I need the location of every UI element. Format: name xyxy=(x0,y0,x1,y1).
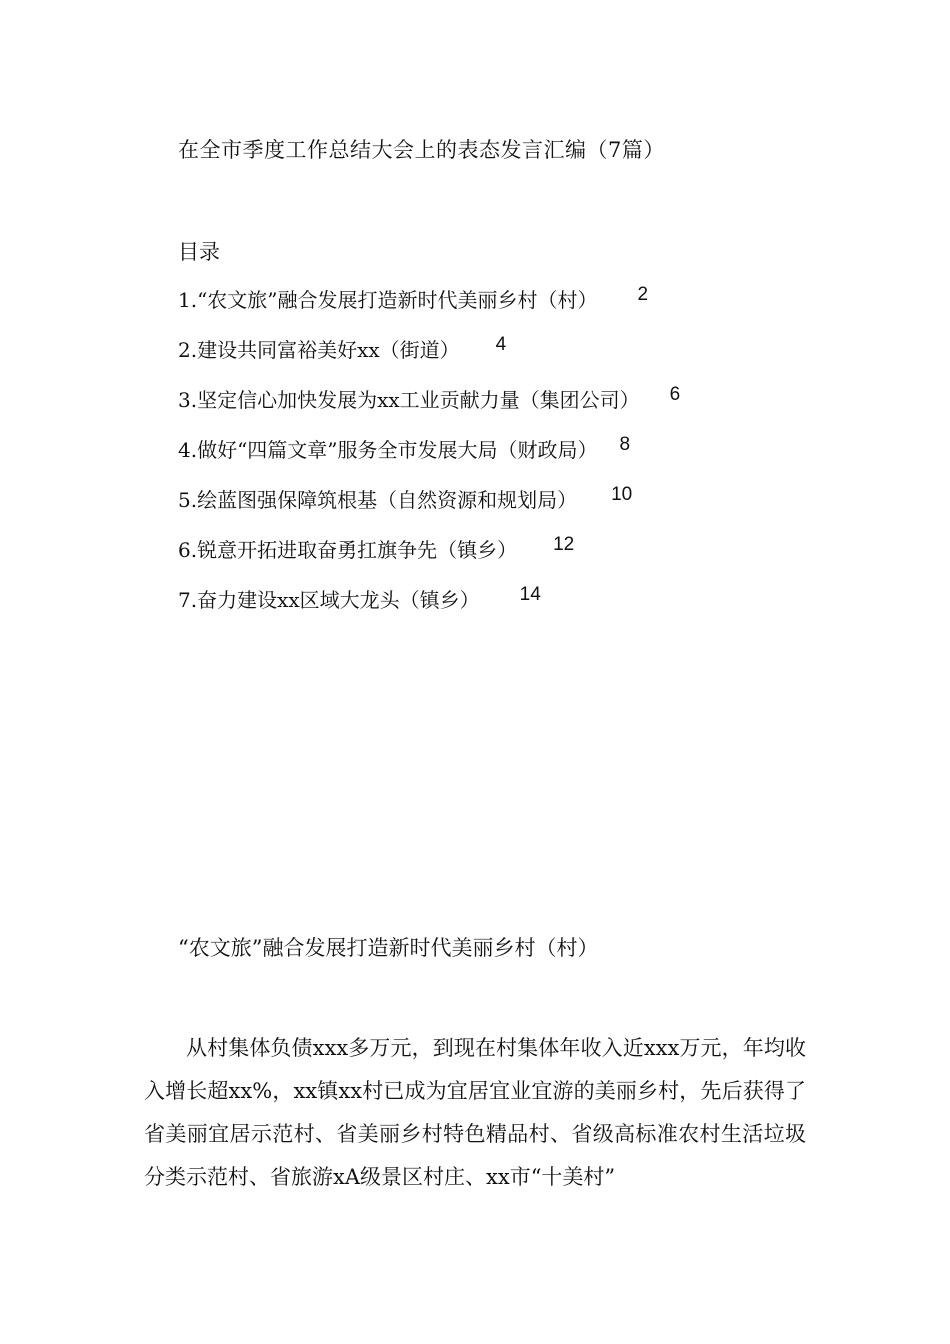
toc-item-page: 10 xyxy=(611,484,633,505)
toc-item[interactable] xyxy=(178,484,680,534)
toc-item[interactable] xyxy=(178,384,680,434)
table-of-contents xyxy=(178,284,680,634)
toc-item-label: 6.锐意开拓进取奋勇扛旗争先（镇乡） xyxy=(178,538,518,562)
toc-item[interactable] xyxy=(178,284,680,334)
toc-item[interactable] xyxy=(178,434,680,484)
toc-item-page: 14 xyxy=(519,584,541,605)
toc-item[interactable] xyxy=(178,584,680,634)
body-paragraph: 从村集体负债xxx多万元，到现在村集体年收入近xxx万元，年均收入增长超xx%，xx镇xx村已成为宜居宜业宜游的美丽乡村，先后获得了省美丽宜居示范村、省美丽乡村特色精品村、省级高标准农村生活垃圾分类示范村、省旅游xA级景区村庄、xx市“十美村” xyxy=(144,1036,806,1189)
toc-heading: 目录 xyxy=(178,240,220,264)
toc-item-page: 2 xyxy=(637,284,649,305)
toc-item-page: 4 xyxy=(495,334,507,355)
section-title: “农文旅”融合发展打造新时代美丽乡村（村） xyxy=(178,936,599,960)
toc-item-page: 8 xyxy=(619,434,631,455)
toc-item-page: 12 xyxy=(553,534,575,555)
toc-item-label: 4.做好“四篇文章”服务全市发展大局（财政局） xyxy=(178,438,598,462)
toc-item[interactable] xyxy=(178,334,680,384)
toc-item-page: 6 xyxy=(669,384,681,405)
toc-item-label: 2.建设共同富裕美好xx（街道） xyxy=(178,338,460,362)
toc-item-label: 7.奋力建设xx区域大龙头（镇乡） xyxy=(178,588,480,612)
toc-item-label: 3.坚定信心加快发展为xx工业贡献力量（集团公司） xyxy=(178,388,640,412)
toc-item-label: 5.绘蓝图强保障筑根基（自然资源和规划局） xyxy=(178,488,578,512)
document-title: 在全市季度工作总结大会上的表态发言汇编（7篇） xyxy=(178,138,665,162)
toc-item[interactable] xyxy=(178,534,680,584)
toc-item-label: 1.“农文旅”融合发展打造新时代美丽乡村（村） xyxy=(178,288,598,312)
